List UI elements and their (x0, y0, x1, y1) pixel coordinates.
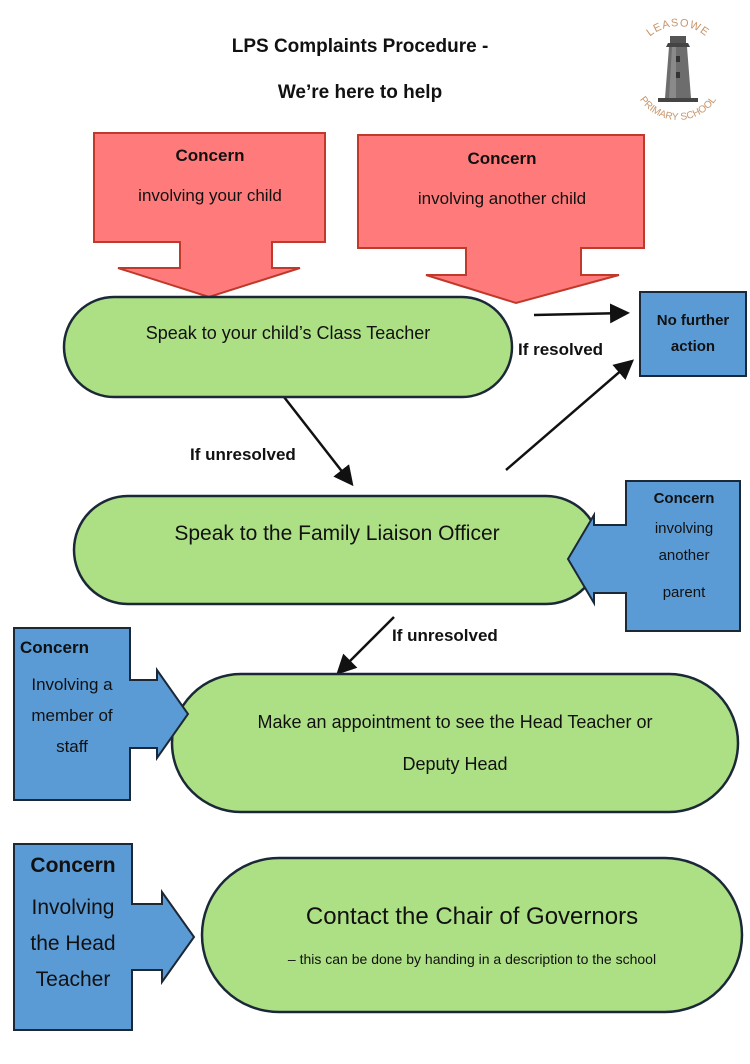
step-governors (200, 856, 744, 1014)
arrow-class-teacher-to-liaison (284, 397, 351, 483)
no-further-action-line1: No further (656, 312, 730, 329)
no-further-action-box (639, 291, 747, 377)
concern-staff-line1: Involving a (31, 675, 113, 694)
arrow-to-no-further-action (534, 313, 626, 315)
concern-head-teacher-heading: Concern (30, 854, 116, 877)
step-governors-title: Contact the Chair of Governors (305, 903, 639, 930)
step-family-liaison-label: Speak to the Family Liaison Officer (174, 522, 500, 545)
concern-another-parent-line3: parent (662, 584, 706, 601)
step-head-teacher-line1: Make an appointment to see the Head Teacher or (257, 712, 653, 732)
arrow-liaison-to-no-further-action (506, 362, 631, 470)
step-class-teacher-label: Speak to your child’s Class Teacher (145, 322, 431, 343)
concern-another-child-body: involving another child (417, 189, 587, 208)
page-subtitle: We’re here to help (277, 82, 443, 103)
concern-head-teacher-line2: the Head (30, 932, 116, 955)
no-further-action-line2: action (670, 338, 716, 355)
step-family-liaison (72, 494, 602, 574)
label-if-unresolved-1: If unresolved (190, 445, 296, 464)
concern-staff-heading: Concern (20, 638, 89, 657)
concern-another-child-heading: Concern (467, 149, 537, 168)
concern-your-child-body: involving your child (138, 186, 282, 205)
arrow-liaison-to-head-teacher (339, 617, 394, 672)
label-if-resolved: If resolved (518, 340, 604, 359)
concern-head-teacher-line1: Involving (31, 896, 115, 919)
step-head-teacher-line2: Deputy Head (402, 754, 508, 774)
concern-staff-line2: member of (31, 706, 113, 725)
page-title: LPS Complaints Procedure - (231, 36, 489, 57)
concern-head-teacher-line3: Teacher (35, 968, 111, 991)
concern-another-parent-line1: involving (654, 520, 714, 537)
step-governors-note: – this can be done by handing in a description to the school (287, 951, 657, 967)
concern-staff-line3: staff (56, 737, 88, 756)
concern-your-child-heading: Concern (175, 146, 245, 165)
concern-another-parent-heading: Concern (653, 490, 715, 507)
logo-text-top: LEASOWE (644, 17, 712, 40)
step-head-teacher (170, 672, 740, 814)
concern-another-parent-line2: another (658, 547, 710, 564)
step-class-teacher (62, 295, 514, 371)
label-if-unresolved-2: If unresolved (392, 626, 498, 645)
logo-text-bottom: PRIMARY SCHOOL (637, 94, 719, 124)
